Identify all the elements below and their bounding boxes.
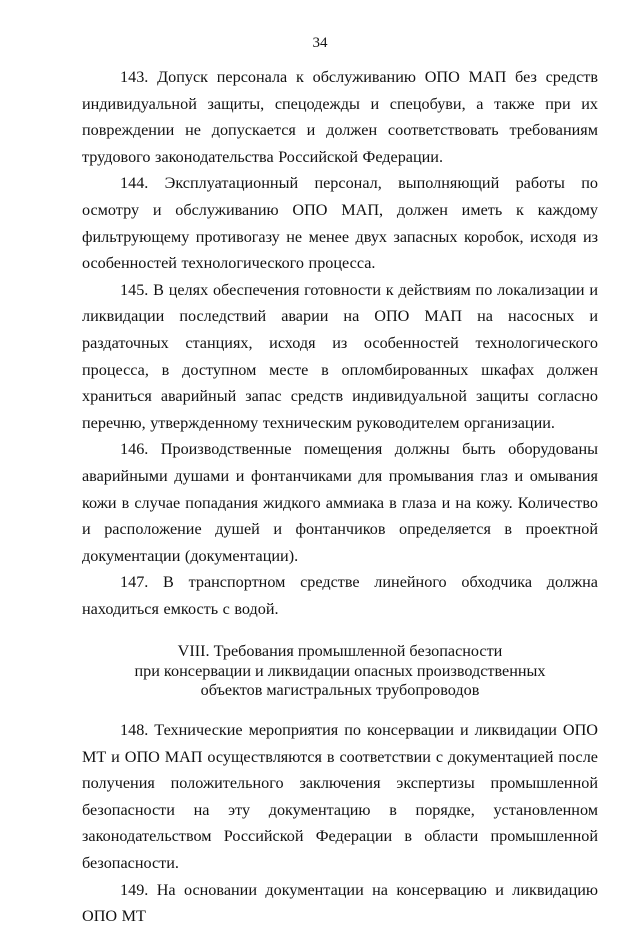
paragraph-147: 147. В транспортном средстве линейного обходчика должна находиться емкость с водой. (82, 573, 598, 618)
section-heading-line-3: объектов магистральных трубопроводов (200, 681, 480, 700)
section-heading-line-2: при консервации и ликвидации опасных производственных (134, 661, 546, 680)
document-body (82, 64, 598, 930)
paragraph-144: 144. Эксплуатационный персонал, выполняющий работы по осмотру и обслуживанию ОПО МАП, должен иметь к каждому фильтрующему противогазу не менее двух запасных коробок, исходя из особенностей технологического процесса. (82, 174, 598, 273)
paragraph-146: 146. Производственные помещения должны быть оборудованы аварийными душами и фонтанчиками для промывания глаз и омывания кожи в случае попадания жидкого аммиака в глаза и на кожу. Количество и расположение душей и фонтанчиков определяется в проектной документации (документации). (82, 440, 598, 565)
paragraph-145: 145. В целях обеспечения готовности к действиям по локализации и ликвидации последствий аварии на ОПО МАП на насосных и раздаточных станциях, исходя из особенностей технологического процесса, в доступном месте в опломбированных шкафах должен храниться аварийный запас средств индивидуальной защиты согласно перечню, утвержденному техническим руководителем организации. (82, 280, 598, 432)
paragraph-149: 149. На основании документации на консервацию и ликвидацию ОПО МТ (82, 880, 598, 926)
section-heading-line-1: VIII. Требования промышленной безопасности (177, 642, 503, 661)
page-number: 34 (312, 35, 328, 51)
paragraph-143: 143. Допуск персонала к обслуживанию ОПО МАП без средств индивидуальной защиты, спецодежды и спецобуви, а также при их повреждении не допускается и должен соответствовать требованиям трудового законодательства Российской Федерации. (82, 68, 598, 166)
section-heading (82, 642, 598, 701)
paragraph-148: 148. Технические мероприятия по консервации и ликвидации ОПО МТ и ОПО МАП осуществляются в соответствии с документацией после получения положительного заключения экспертизы промышленной безопасности на эту документацию в порядке, установленном законодательством Российской Федерации в области промышленной безопасности. (82, 720, 598, 872)
